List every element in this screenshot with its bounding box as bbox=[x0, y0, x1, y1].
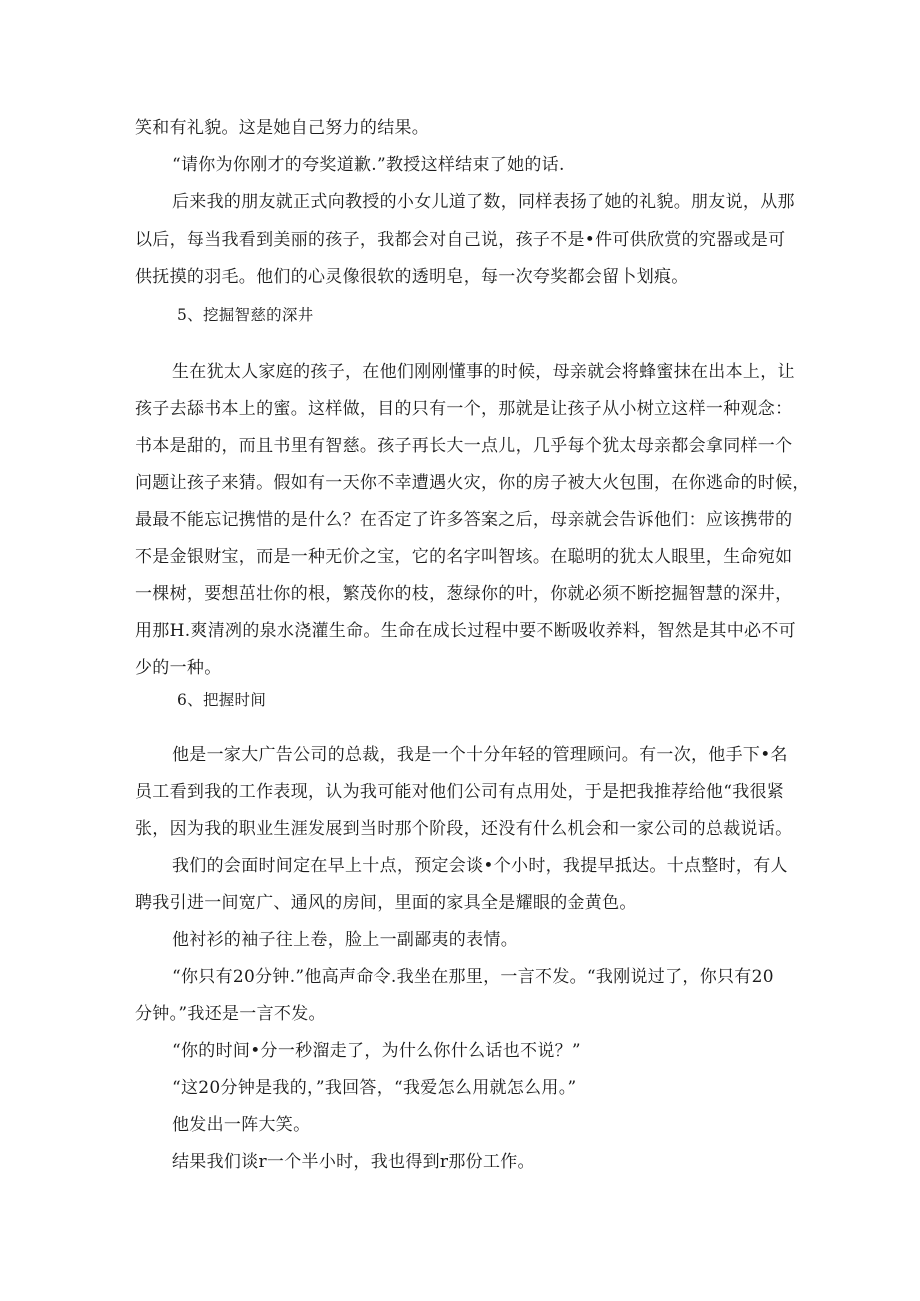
paragraph-6-line-1: 我们的会面时间定在早上十点，预定会谈•个小时，我提早抵达。十点整时，有人 bbox=[172, 856, 788, 876]
paragraph-4-line-9: 少的一种。 bbox=[135, 658, 222, 678]
section-6-heading: 6、把握时间 bbox=[177, 691, 267, 709]
paragraph-3-line-3: 供抚摸的羽毛。他们的心灵像很软的透明皂，每一次夸奖都会留卜划痕。 bbox=[135, 267, 689, 287]
paragraph-4-line-1: 生在犹太人家庭的孩子，在他们刚刚懂事的时候，母亲就会将蜂蜜抹在出本上，让 bbox=[172, 362, 795, 382]
paragraph-3-line-2: 以后，每当我看到美丽的孩子，我都会对自己说，孩子不是•件可供欣赏的究器或是可 bbox=[135, 230, 786, 250]
paragraph-9-line-1: “你的时间•分一秒溜走了，为什么你什么话也不说？” bbox=[172, 1041, 581, 1061]
paragraph-4-line-4: 问题让孩子来猜。假如有一天你不幸遭遇火灾，你的房子被大火包围，在你逃命的时候， bbox=[135, 473, 810, 493]
paragraph-4-line-6: 不是金银财宝，而是一种无价之宝，它的名字叫智垓。在聪明的犹太人眼里，生命宛如 bbox=[135, 547, 793, 567]
paragraph-8-line-1: “你只有20分钟.”他高声命令.我坐在那里，一言不发。“我刚说过了，你只有20 bbox=[172, 967, 774, 987]
paragraph-5-line-3: 张，因为我的职业生涯发展到当时那个阶段，还没有什么机会和一家公司的总裁说话。 bbox=[135, 819, 793, 839]
paragraph-3-line-1: 后来我的朋友就正式向教授的小女儿道了数，同样表扬了她的礼貌。朋友说，从那 bbox=[172, 192, 795, 212]
paragraph-7-line-1: 他衬衫的袖子往上卷，脸上一副鄙夷的表情。 bbox=[172, 930, 518, 950]
paragraph-2-line-1: “请你为你刚才的夸奖道歉.”教授这样结束了她的话. bbox=[172, 155, 565, 175]
paragraph-10-line-1: “这20分钟是我的，”我回答，“我爱怎么用就怎么用。” bbox=[172, 1078, 577, 1098]
paragraph-4-line-7: 一棵树，要想茁壮你的根，繁茂你的枝，葱绿你的叶，你就必须不断挖掘智慧的深井， bbox=[135, 584, 793, 604]
paragraph-5-line-2: 员工看到我的工作表现，认为我可能对他们公司有点用处，于是把我推荐给他“我很紧 bbox=[135, 782, 785, 802]
section-5-heading: 5、挖掘智慈的深井 bbox=[177, 306, 314, 324]
paragraph-8-line-2: 分钟。”我还是一言不发。 bbox=[135, 1004, 326, 1024]
paragraph-12-line-1: 结果我们谈r一个半小时，我也得到r那份工作。 bbox=[172, 1152, 535, 1172]
paragraph-4-line-3: 书本是甜的，而且书里有智慈。孩子再长大一点儿，几乎每个犹太母亲都会拿同样一个 bbox=[135, 436, 793, 456]
paragraph-4-line-5: 最最不能忘记携惜的是什么？在否定了许多答案之后，母亲就会告诉他们：应该携带的 bbox=[135, 510, 793, 530]
paragraph-4-line-2: 孩子去舔书本上的蜜。这样做，目的只有一个，那就是让孩子从小树立这样一种观念： bbox=[135, 399, 793, 419]
paragraph-6-line-2: 聘我引进一间宽广、通风的房间，里面的家具全是耀眼的金黄色。 bbox=[135, 893, 637, 913]
paragraph-4-line-8: 用那H.爽清冽的泉水浇灌生命。生命在成长过程中要不断吸收养料，智然是其中必不可 bbox=[135, 621, 796, 641]
paragraph-1-line-1: 笑和有礼貌。这是她自己努力的结果。 bbox=[135, 118, 430, 138]
paragraph-5-line-1: 他是一家大广告公司的总裁，我是一个十分年轻的管理顾问。有一次，他手下•名 bbox=[172, 745, 788, 765]
paragraph-11-line-1: 他发出一阵大笑。 bbox=[172, 1115, 311, 1135]
